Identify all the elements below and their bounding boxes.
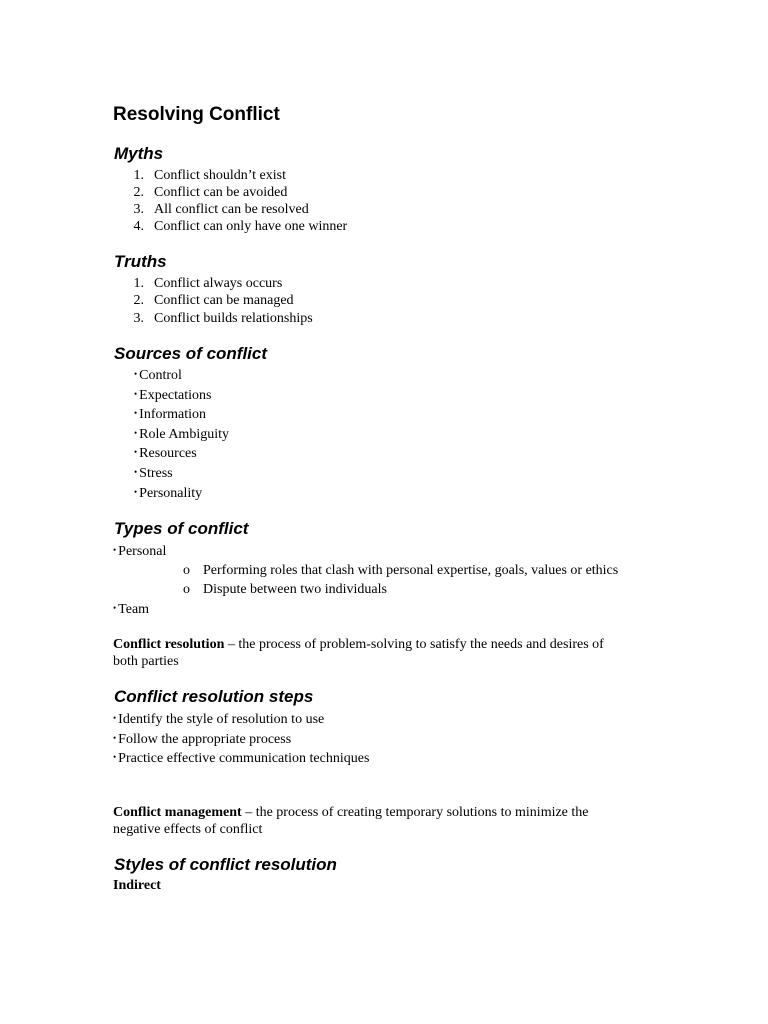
list-number: 2. bbox=[133, 185, 144, 200]
types-subitem bbox=[183, 582, 387, 598]
steps-item bbox=[113, 712, 324, 728]
truths-item bbox=[114, 311, 313, 327]
styles-heading: Styles of conflict resolution bbox=[114, 855, 337, 874]
page-title: Resolving Conflict bbox=[113, 104, 280, 125]
list-text: Conflict can only have one winner bbox=[154, 219, 348, 234]
resolution-definition bbox=[113, 637, 604, 653]
bullet-icon: • bbox=[134, 369, 138, 379]
sources-heading: Sources of conflict bbox=[114, 344, 268, 363]
list-text: Role Ambiguity bbox=[139, 427, 229, 442]
definition-dash: – bbox=[241, 805, 256, 820]
types-item-team bbox=[113, 602, 149, 618]
bullet-icon: • bbox=[113, 713, 117, 723]
list-text: Conflict builds relationships bbox=[154, 311, 313, 326]
list-number: 1. bbox=[133, 276, 144, 291]
circle-bullet-icon: o bbox=[183, 563, 190, 578]
list-text: Follow the appropriate process bbox=[118, 732, 292, 747]
definition-dash: – bbox=[224, 637, 239, 652]
list-text: Expectations bbox=[139, 388, 212, 403]
list-number: 2. bbox=[133, 293, 144, 308]
list-number: 3. bbox=[133, 311, 144, 326]
list-text: Stress bbox=[139, 466, 173, 481]
list-text: Personal bbox=[118, 544, 167, 559]
circle-bullet-icon: o bbox=[183, 582, 190, 597]
sources-item bbox=[134, 486, 202, 502]
myths-item bbox=[114, 219, 347, 235]
definition-text: the process of creating temporary solutions to minimize the bbox=[255, 805, 589, 820]
steps-item bbox=[113, 751, 369, 767]
sources-item bbox=[134, 368, 182, 384]
list-text: All conflict can be resolved bbox=[154, 202, 309, 217]
bullet-icon: • bbox=[113, 545, 117, 555]
sources-item bbox=[134, 427, 229, 443]
list-number: 4. bbox=[133, 219, 144, 234]
management-definition bbox=[113, 805, 589, 821]
list-text: Conflict always occurs bbox=[154, 276, 283, 291]
sources-item bbox=[134, 466, 173, 482]
list-text: Practice effective communication techniques bbox=[118, 751, 370, 766]
truths-item bbox=[114, 293, 294, 309]
sources-item bbox=[134, 388, 211, 404]
definition-text: the process of problem-solving to satisfy the needs and desires of bbox=[238, 637, 604, 652]
myths-item bbox=[114, 168, 286, 184]
myths-heading: Myths bbox=[114, 144, 164, 163]
resolution-definition-cont: both parties bbox=[113, 654, 179, 669]
list-text: Team bbox=[118, 602, 150, 617]
list-text: Performing roles that clash with personal expertise, goals, values or ethics bbox=[203, 563, 619, 578]
bullet-icon: • bbox=[134, 389, 138, 399]
bullet-icon: • bbox=[113, 752, 117, 762]
definition-term: Conflict management bbox=[113, 805, 242, 820]
bullet-icon: • bbox=[134, 487, 138, 497]
bullet-icon: • bbox=[134, 467, 138, 477]
types-heading: Types of conflict bbox=[114, 519, 249, 538]
list-text: Dispute between two individuals bbox=[203, 582, 387, 597]
truths-item bbox=[114, 276, 282, 292]
steps-heading: Conflict resolution steps bbox=[114, 687, 314, 706]
list-text: Personality bbox=[139, 486, 203, 501]
definition-term: Conflict resolution bbox=[113, 637, 225, 652]
list-number: 3. bbox=[133, 202, 144, 217]
list-text: Information bbox=[139, 407, 207, 422]
sources-item bbox=[134, 407, 206, 423]
types-subitem bbox=[183, 563, 618, 579]
bullet-icon: • bbox=[134, 447, 138, 457]
list-text: Control bbox=[139, 368, 182, 383]
list-text: Conflict shouldn’t exist bbox=[154, 168, 286, 183]
myths-item bbox=[114, 185, 287, 201]
types-item-personal bbox=[113, 544, 166, 560]
list-text: Conflict can be managed bbox=[154, 293, 294, 308]
list-number: 1. bbox=[133, 168, 144, 183]
truths-heading: Truths bbox=[114, 252, 167, 271]
sources-item bbox=[134, 446, 197, 462]
bullet-icon: • bbox=[134, 428, 138, 438]
bullet-icon: • bbox=[134, 408, 138, 418]
management-definition-cont: negative effects of conflict bbox=[113, 822, 263, 837]
myths-item bbox=[114, 202, 309, 218]
bullet-icon: • bbox=[113, 603, 117, 613]
steps-item bbox=[113, 732, 291, 748]
bullet-icon: • bbox=[113, 733, 117, 743]
list-text: Resources bbox=[139, 446, 197, 461]
styles-subheading: Indirect bbox=[113, 878, 161, 893]
list-text: Identify the style of resolution to use bbox=[118, 712, 325, 727]
list-text: Conflict can be avoided bbox=[154, 185, 288, 200]
